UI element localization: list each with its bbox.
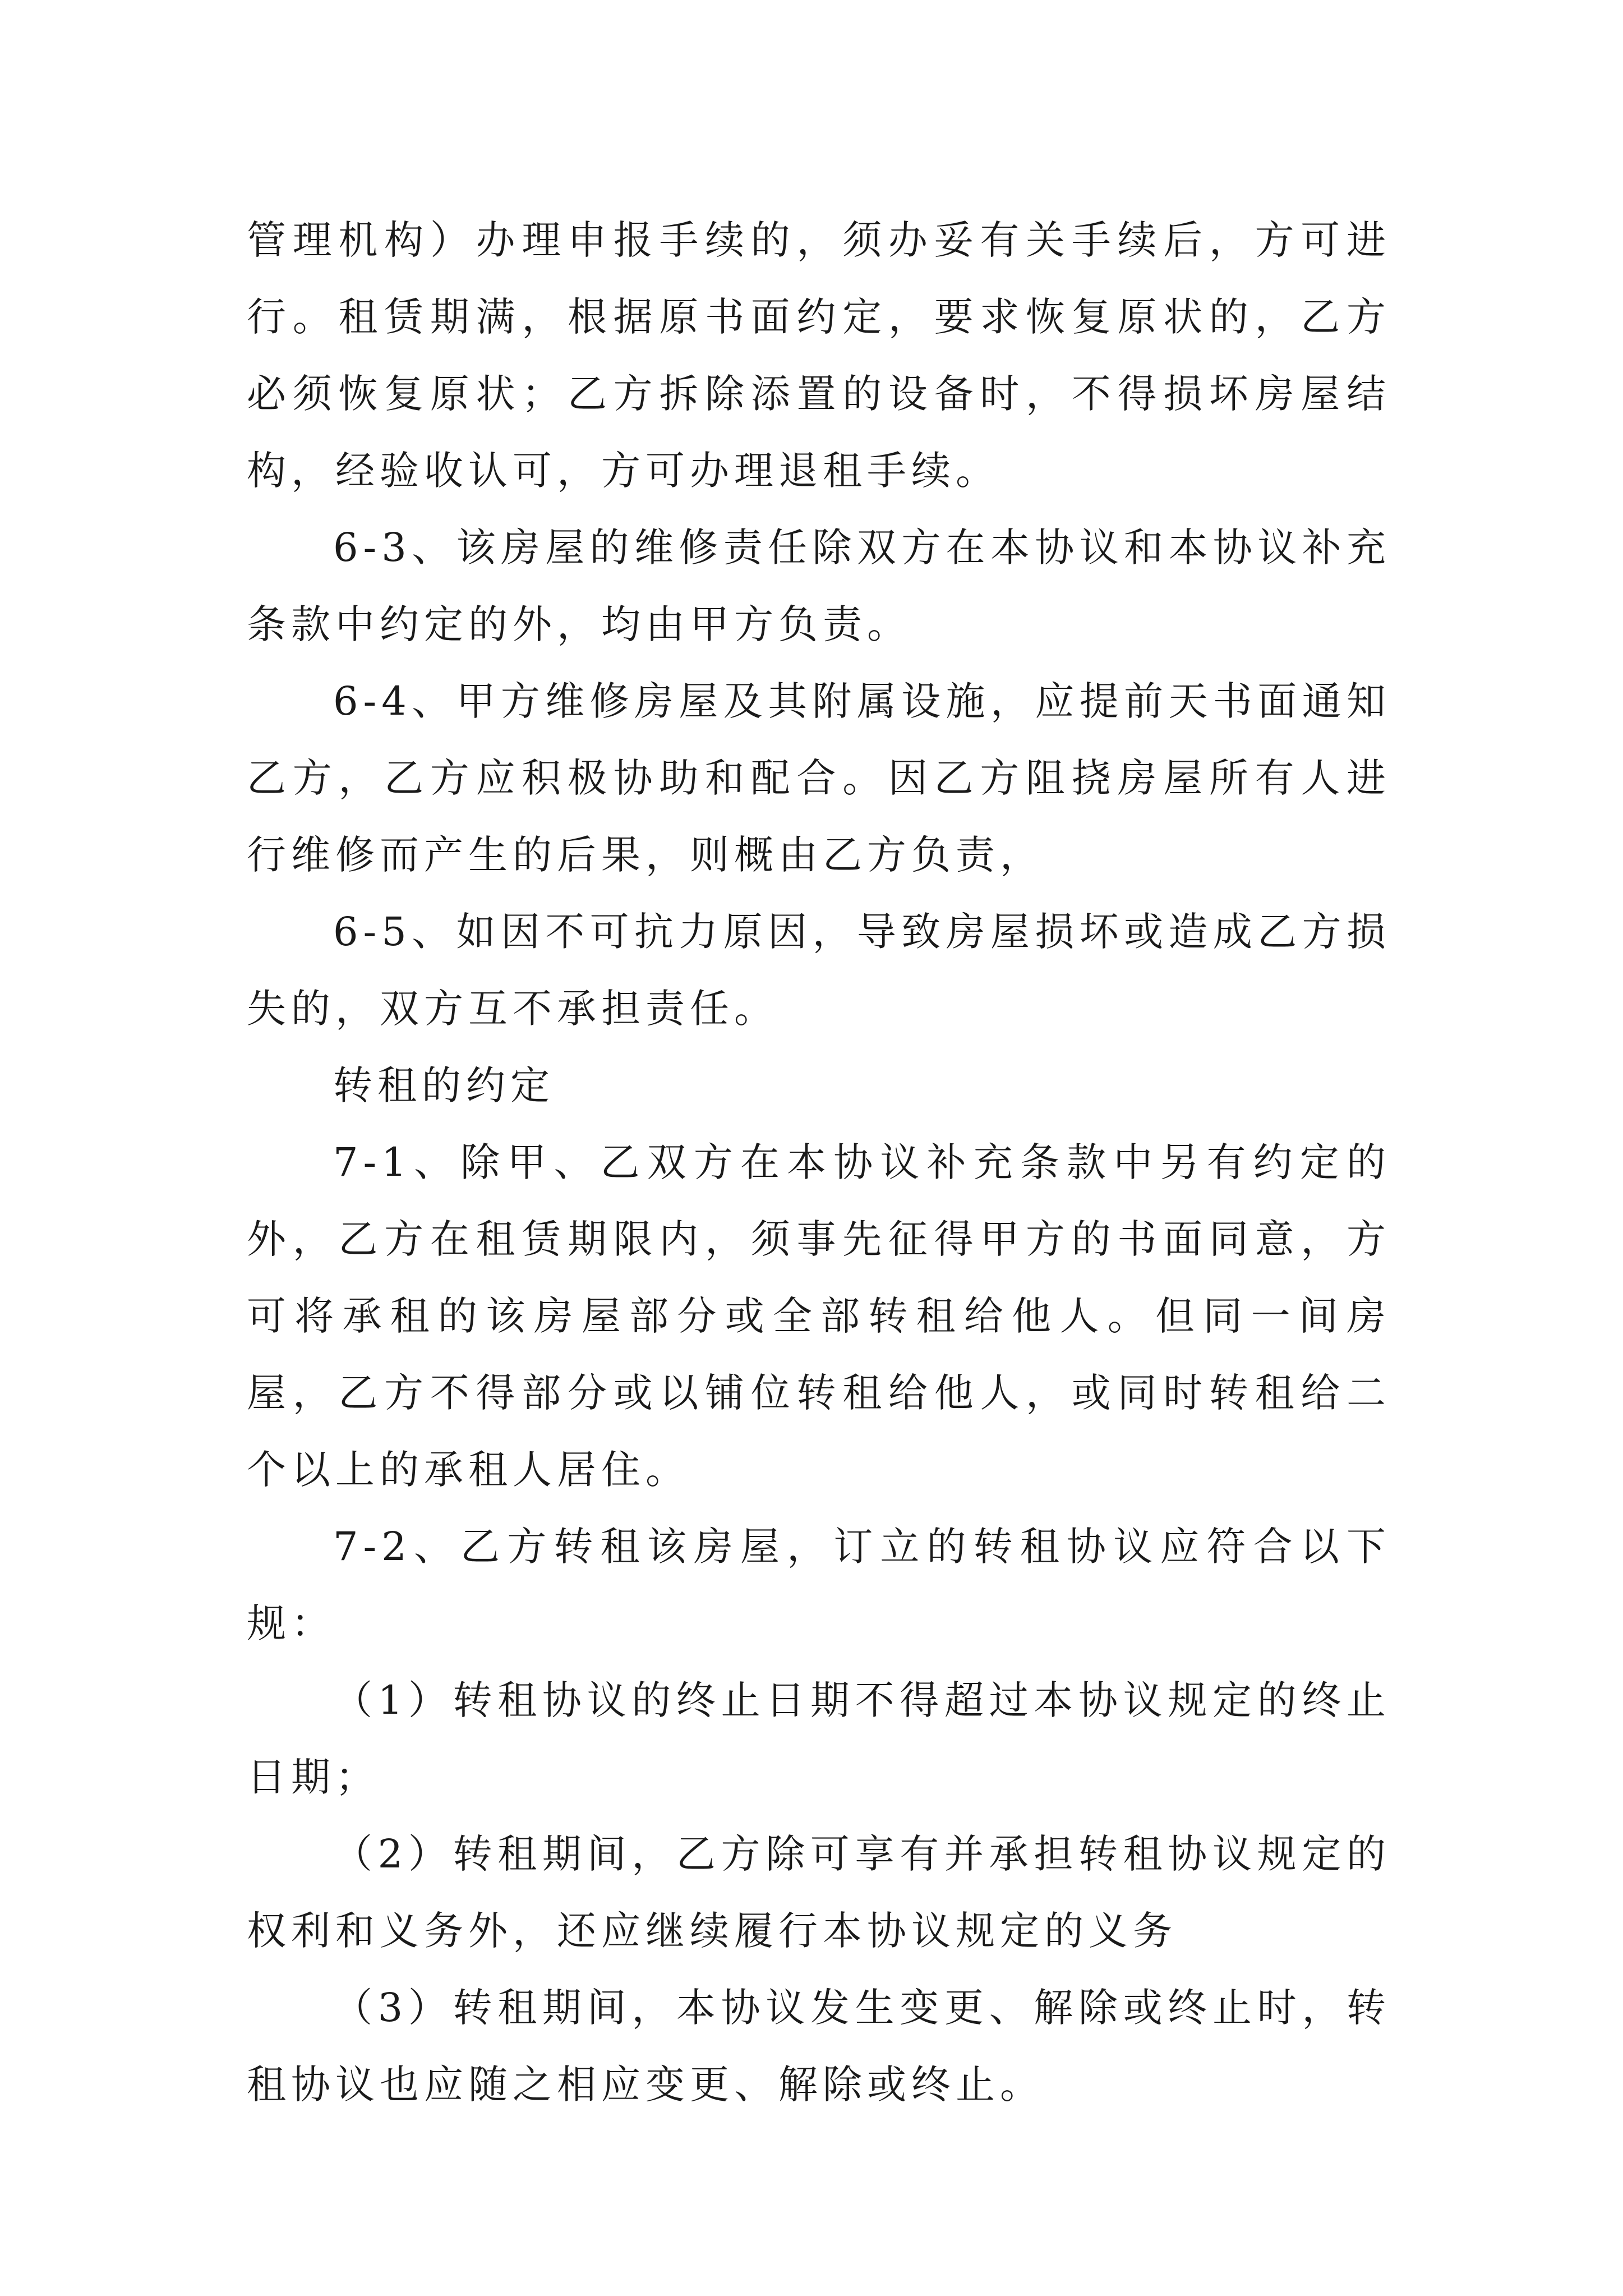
section-heading-sublease: 转租的约定 — [333, 1062, 555, 1108]
paragraph-management-agency: 管理机构）办理申报手续的，须办妥有关手续后，方可进行。租赁期满，根据原书面约定，要求恢复原状的，乙方必须恢复原状；乙方拆除添置的设备时，不得损坏房屋结构，经验收认可，方可办理退租手续。 — [247, 217, 1391, 494]
paragraph-item-1: （1）转租协议的终止日期不得超过本协议规定的终止日期； — [247, 1677, 1391, 1800]
paragraph-clause-6-3: 6-3、该房屋的维修责任除双方在本协议和本协议补充条款中约定的外，均由甲方负责。 — [247, 524, 1391, 647]
paragraph-clause-6-5: 6-5、如因不可抗力原因，导致房屋损坏或造成乙方损失的，双方互不承担责任。 — [247, 909, 1391, 1032]
paragraph-clause-7-1: 7-1、除甲、乙双方在本协议补充条款中另有约定的外，乙方在租赁期限内，须事先征得甲方的书面同意，方可将承租的该房屋部分或全部转租给他人。但同一间房屋，乙方不得部分或以铺位转租给他人，或同时转租给二个以上的承租人居住。 — [247, 1139, 1391, 1493]
document-body — [247, 202, 1391, 2123]
paragraph-clause-6-4: 6-4、甲方维修房屋及其附属设施，应提前天书面通知乙方，乙方应积极协助和配合。因乙方阻挠房屋所有人进行维修而产生的后果，则概由乙方负责， — [247, 678, 1391, 878]
paragraph-clause-7-2: 7-2、乙方转租该房屋，订立的转租协议应符合以下规： — [247, 1524, 1391, 1646]
paragraph-item-3: （3）转租期间，本协议发生变更、解除或终止时，转租协议也应随之相应变更、解除或终止。 — [247, 1985, 1391, 2108]
paragraph-item-2: （2）转租期间，乙方除可享有并承担转租协议规定的权利和义务外，还应继续履行本协议规定的义务 — [247, 1831, 1391, 1954]
